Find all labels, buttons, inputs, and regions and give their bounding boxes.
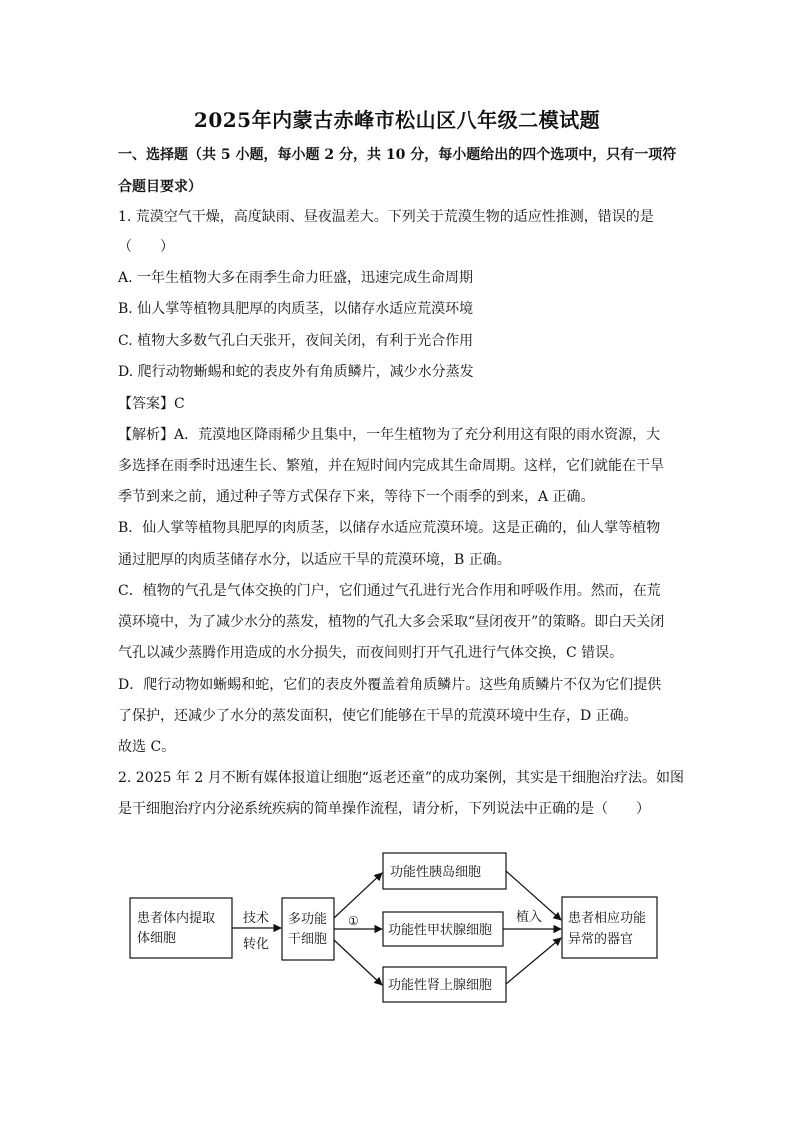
q1-analysis-line: 漠环境中，为了减少水分的蒸发，植物的气孔大多会采取“昼闭夜开”的策略。即白天关闭 [118, 614, 665, 630]
box-stem-cell [282, 898, 334, 960]
section-heading-line1: 一、选择题（共 5 小题，每小题 2 分，共 10 分，每小题给出的四个选项中，只有一项符 [118, 147, 677, 163]
section-heading-line2: 合题目要求） [118, 179, 202, 195]
q1-option-a: A. 一年生植物大多在雨季生命力旺盛，迅速完成生命周期 [118, 270, 474, 286]
box-source [130, 898, 232, 958]
box-target-organ [562, 897, 657, 958]
arrow3-label: 植入 [516, 910, 543, 925]
page-title: 2025年内蒙古赤峰市松山区八年级二模试题 [193, 108, 601, 132]
arrow2-label: ① [348, 914, 359, 928]
q1-analysis-line: B．仙人掌等植物具肥厚的肉质茎，以储存水适应荒漠环境。这是正确的，仙人掌等植物 [118, 520, 661, 536]
q1-analysis-line: 多选择在雨季时迅速生长、繁殖，并在短时间内完成其生命周期。这样，它们就能在干旱 [118, 458, 664, 474]
q1-analysis-line: C．植物的气孔是气体交换的门户，它们通过气孔进行光合作用和呼吸作用。然而，在荒 [118, 583, 661, 599]
q2-stem-line2: 是干细胞治疗内分泌系统疾病的简单操作流程，请分析，下列说法中正确的是（ ） [118, 801, 650, 817]
arrow1-label: 技术 [243, 911, 270, 926]
box-target-organ-text: 异常的器官 [568, 932, 634, 947]
q1-analysis-line: 故选 C。 [118, 739, 176, 755]
box-thyroid-text: 功能性甲状腺细胞 [388, 923, 493, 938]
q1-answer: 【答案】C [118, 396, 185, 412]
box-source-text: 体细胞 [137, 931, 177, 946]
arrow1-label: 转化 [243, 937, 270, 952]
q1-option-d: D. 爬行动物蜥蜴和蛇的表皮外有角质鳞片，减少水分蒸发 [118, 364, 474, 380]
q1-option-c: C. 植物大多数气孔白天张开，夜间关闭，有利于光合作用 [118, 333, 474, 349]
q1-analysis-line: 季节到来之前，通过种子等方式保存下来，等待下一个雨季的到来，A 正确。 [118, 489, 595, 505]
arrow-adrenal-to-target [506, 938, 561, 984]
q2-stem-line1: 2. 2025 年 2 月不断有媒体报道让细胞“返老还童”的成功案例，其实是干细胞治疗法。如图 [118, 770, 685, 786]
box-adrenal-text: 功能性肾上腺细胞 [388, 978, 493, 993]
arrow-to-adrenal [334, 940, 382, 985]
box-stem-cell-text: 干细胞 [288, 932, 328, 947]
q1-stem-line1: 1. 荒漠空气干燥，高度缺雨、昼夜温差大。下列关于荒漠生物的适应性推测，错误的是 [118, 209, 654, 225]
q1-option-b: B. 仙人掌等植物具肥厚的肉质茎，以储存水适应荒漠环境 [118, 301, 474, 317]
box-islet-text: 功能性胰岛细胞 [390, 865, 482, 880]
q1-analysis-line: 气孔以减少蒸腾作用造成的水分损失，而夜间则打开气孔进行气体交换，C 错误。 [118, 645, 624, 661]
q1-analysis-line: D．爬行动物如蜥蜴和蛇，它们的表皮外覆盖着角质鳞片。这些角质鳞片不仅为它们提供 [118, 677, 662, 693]
box-stem-cell-text: 多功能 [288, 912, 328, 927]
q1-stem-line2: （ ） [118, 239, 174, 255]
box-source-text: 患者体内提取 [137, 911, 216, 926]
box-target-organ-text: 患者相应功能 [568, 911, 647, 926]
q1-analysis-line: 【解析】A．荒漠地区降雨稀少且集中，一年生植物为了充分利用这有限的雨水资源，大 [118, 427, 661, 443]
q1-analysis-line: 通过肥厚的肉质茎储存水分，以适应干旱的荒漠环境，B 正确。 [118, 552, 511, 568]
arrow-to-islet [334, 873, 382, 918]
q1-analysis-line: 了保护，还减少了水分的蒸发面积，使它们能够在干旱的荒漠环境中生存，D 正确。 [118, 708, 638, 724]
